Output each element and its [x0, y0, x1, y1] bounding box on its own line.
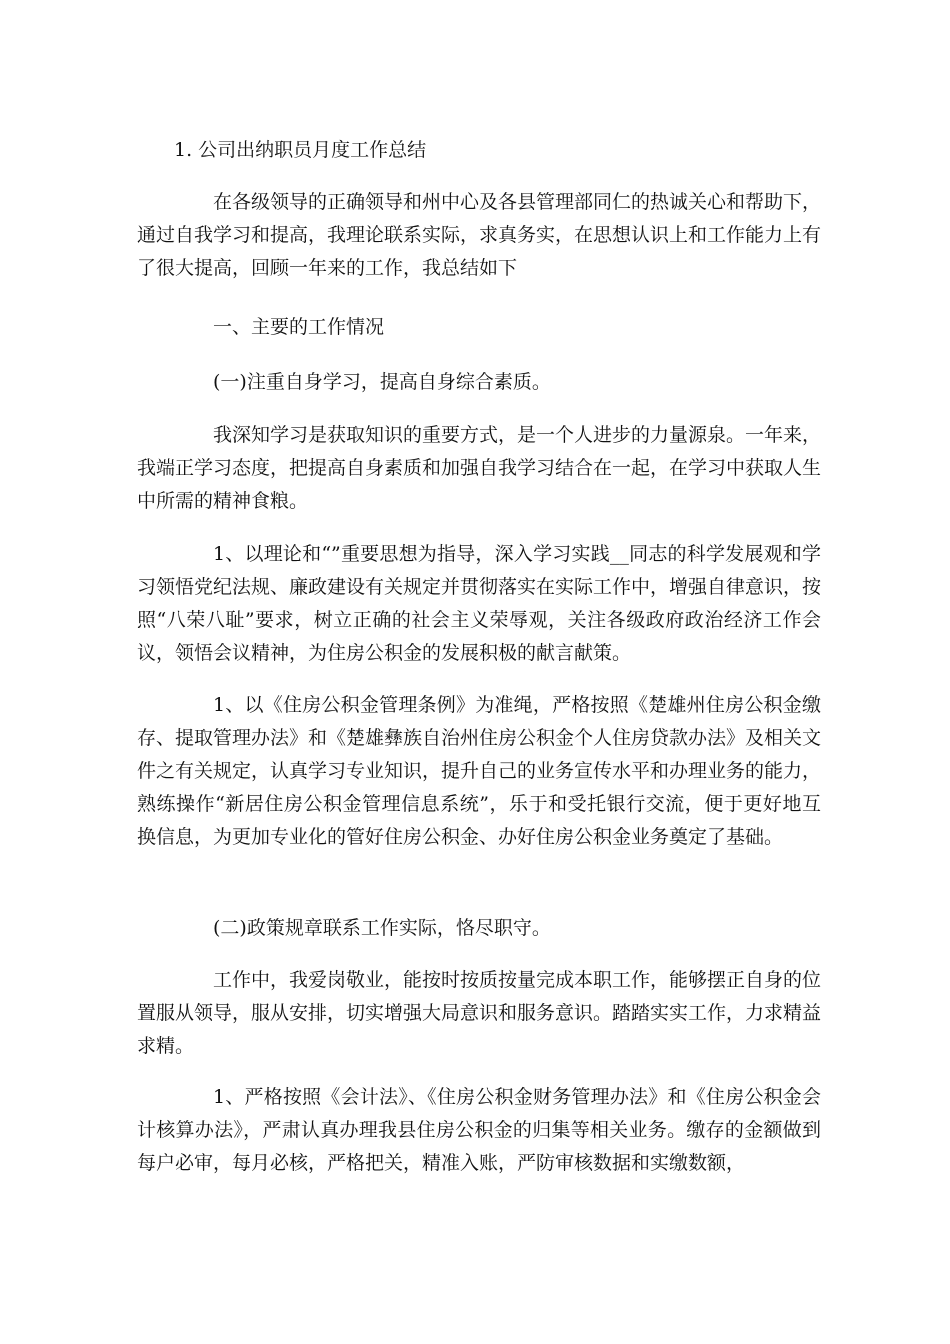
paragraph-learning: 我深知学习是获取知识的重要方式，是一个人进步的力量源泉。一年来，我端正学习态度，把提高自身素质和加强自我学习结合在一起，在学习中获取人生中所需的精神食粮。 [137, 424, 822, 512]
subsection-heading-policy: (二)政策规章联系工作实际，恪尽职守。 [213, 917, 551, 939]
paragraph-regulations: 1、以《住房公积金管理条例》为准绳，严格按照《楚雄州住房公积金缴存、提取管理办法》和《楚雄彝族自治州住房公积金个人住房贷款办法》及相关文件之有关规定，认真学习专业知识，提升自己的业务宣传水平和办理业务的能力，熟练操作“新居住房公积金管理信息系统”，乐于和受托银行交流，便于更好地互换信息，为更加专业化的管好住房公积金、办好住房公积金业务奠定了基础。 [137, 694, 822, 848]
section-heading-main-work: 一、主要的工作情况 [213, 316, 385, 338]
paragraph-intro: 在各级领导的正确领导和州中心及各县管理部同仁的热诚关心和帮助下，通过自我学习和提高，我理论联系实际，求真务实，在思想认识上和工作能力上有了很大提高，回顾一年来的工作，我总结如下 [137, 191, 822, 279]
paragraph-accounting: 1、严格按照《会计法》、《住房公积金财务管理办法》和《住房公积金会计核算办法》，严肃认真办理我县住房公积金的归集等相关业务。缴存的金额做到每户必审，每月必核，严格把关，精准入账，严防审核数据和实缴数额， [137, 1086, 821, 1174]
paragraph-theory-guidance: 1、以理论和“”重要思想为指导，深入学习实践__同志的科学发展观和学习领悟党纪法规、廉政建设有关规定并贯彻落实在实际工作中，增强自律意识，按照“八荣八耻”要求，树立正确的社会主义荣辱观，关注各级政府政治经济工作会议，领悟会议精神，为住房公积金的发展积极的献言献策。 [137, 543, 822, 664]
document-title: 1. 公司出纳职员月度工作总结 [174, 139, 427, 161]
paragraph-work-attitude: 工作中，我爱岗敬业，能按时按质按量完成本职工作，能够摆正自身的位置服从领导，服从安排，切实增强大局意识和服务意识。踏踏实实工作，力求精益求精。 [137, 969, 822, 1057]
subsection-heading-self-study: (一)注重自身学习，提高自身综合素质。 [213, 371, 551, 393]
